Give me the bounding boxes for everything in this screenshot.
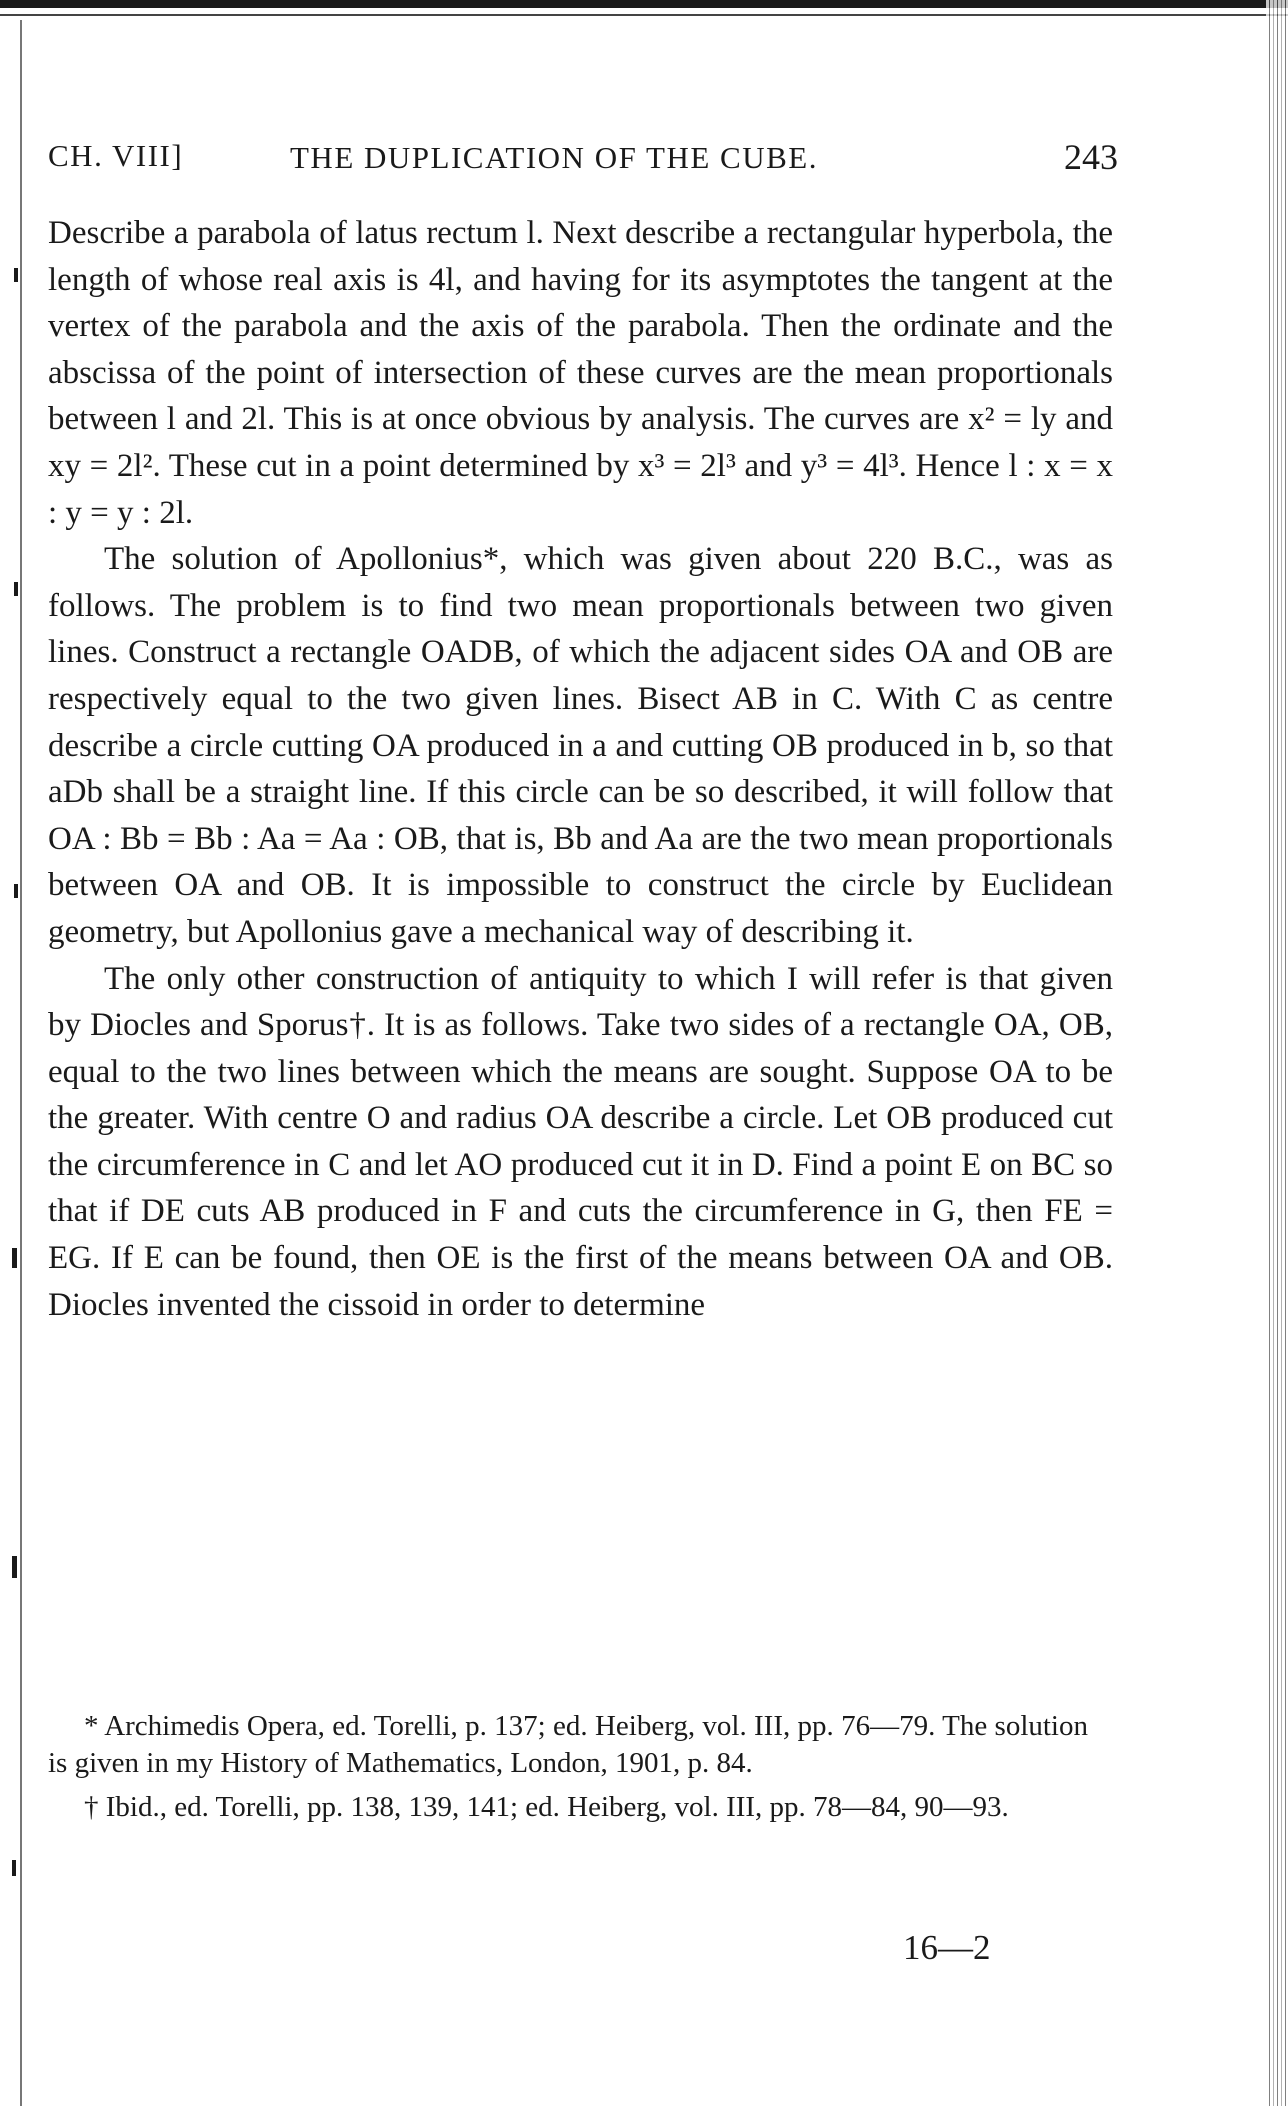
margin-mark [14,582,18,596]
footnote: † Ibid., ed. Torelli, pp. 138, 139, 141; ed. Heiberg, vol. III, pp. 78—84, 90—93. [84,1791,1009,1823]
footnotes [48,1708,1088,1826]
margin-mark [14,268,18,282]
running-header [48,138,1118,182]
page-top-rule [0,14,1288,16]
chapter-label: CH. VIII] [48,138,184,173]
page-number: 243 [1064,137,1118,177]
margin-mark [12,1860,16,1876]
main-text [48,210,1113,1328]
paragraph: The only other construction of antiquity to which I will refer is that given by Diocles and Sporus†. It is as follows. Take two sides of a rectangle OA, OB, equal to the two lines between which the means are sought. Suppose OA to be the greater. With centre O and radius OA describe a circle. Let OB produced cut the circumference in C and let AO produced cut it in D. Find a point E on BC so that if DE cuts AB produced in F and cuts the circumference in G, then FE = EG. If E can be found, then OE is the first of the means between OA and OB. Diocles invented the cissoid in order to determine [48,960,1113,1323]
margin-mark [12,1248,17,1268]
paragraph: The solution of Apollonius*, which was given about 220 B.C., was as follows. The problem is to find two mean proportionals between two given lines. Construct a rectangle OADB, of which the adjacent sides OA and OB are respectively equal to the two given lines. Bisect AB in C. With C as centre describe a circle cutting OA produced in a and cutting OB produced in b, so that aDb shall be a straight line. If this circle can be so described, it will follow that OA : Bb = Bb : Aa = Aa : OB, that is, Bb and Aa are the two mean proportionals between OA and OB. It is impossible to construct the circle by Euclidean geometry, but Apollonius gave a mechanical way of describing it. [48,541,1113,950]
margin-mark [14,884,18,898]
margin-mark [12,1556,17,1578]
paragraph: Describe a parabola of latus rectum l. Next describe a rectangular hyperbola, the length of whose real axis is 4l, and having for its asymptotes the tangent at the vertex of the parabola and the axis of the parabola. Then the ordinate and the abscissa of the point of intersection of these curves are the mean proportionals between l and 2l. This is at once obvious by analysis. The curves are x² = ly and xy = 2l². These cut in a point determined by x³ = 2l³ and y³ = 4l³. Hence l : x = x : y = y : 2l. [48,215,1113,531]
page-right-edge [1266,0,1288,2106]
chapter-title: THE DUPLICATION OF THE CUBE. [290,140,818,175]
page-left-edge [20,20,22,2106]
signature-mark: 16—2 [903,1928,991,1967]
page-top-edge [0,0,1288,8]
footnote: * Archimedis Opera, ed. Torelli, p. 137; ed. Heiberg, vol. III, pp. 76—79. The solution is given in my History of Mathematics, London, 1901, p. 84. [48,1710,1088,1779]
